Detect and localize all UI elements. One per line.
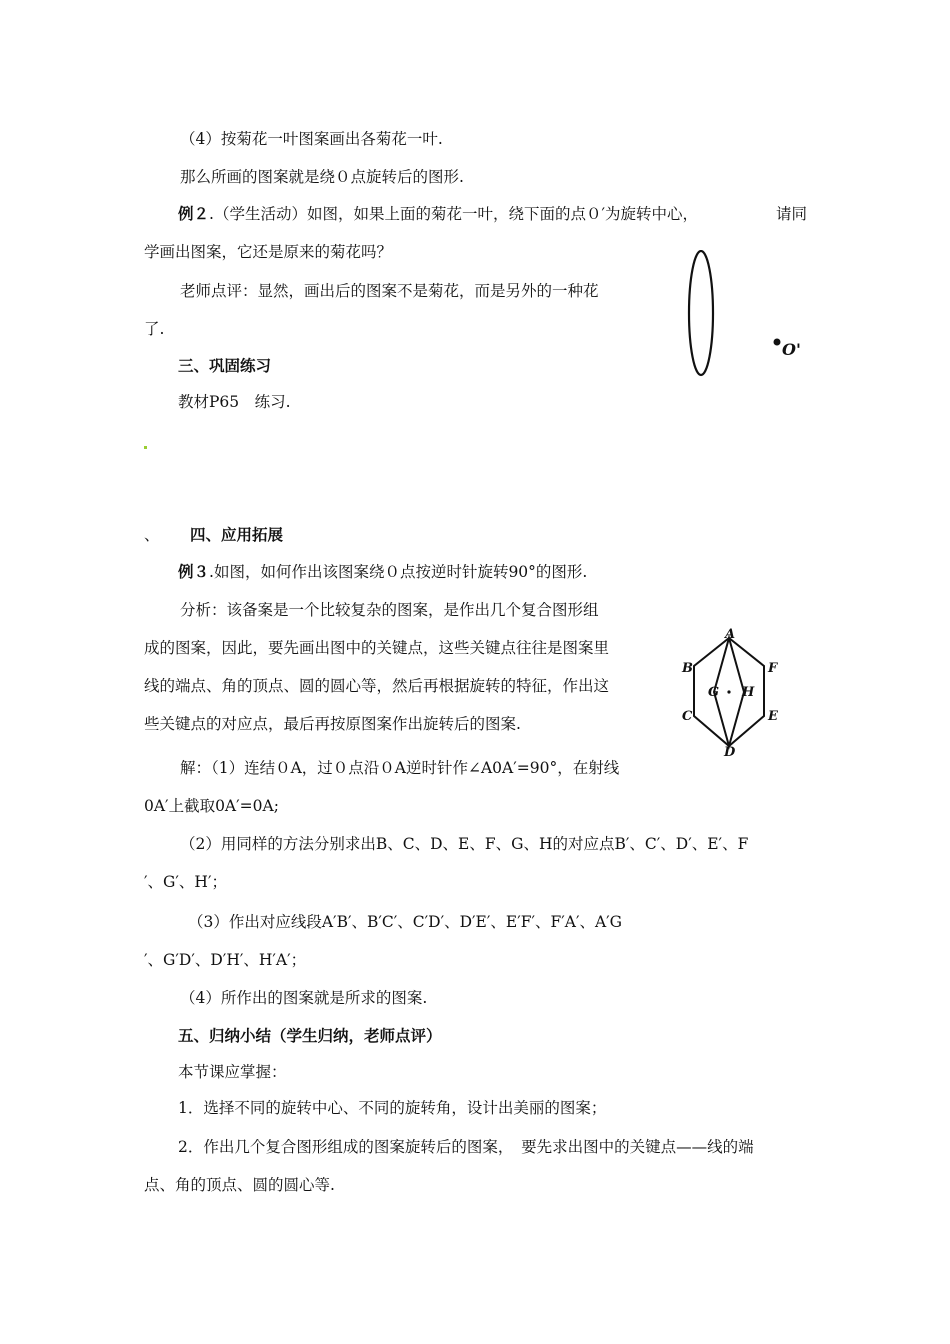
section-3-heading: 三、巩固练习	[178, 357, 272, 375]
label-A: A	[725, 628, 736, 642]
section-4-heading: 四、应用拓展	[190, 526, 284, 544]
section-5-heading: 五、归纳小结（学生归纳，老师点评）	[178, 1027, 442, 1045]
leaf-figure	[680, 250, 810, 380]
summary-point-2: 2．作出几个复合图形组成的图案旋转后的图案， 要先求出图中的关键点——线的端	[178, 1138, 754, 1156]
example-2-tail: 请同	[776, 205, 808, 223]
solution-step-3: （3）作出对应线段A′B′、B′C′、C′D′、D′E′、E′F′、F′A′、A′G	[188, 913, 623, 931]
summary-point-2-cont: 点、角的顶点、圆的圆心等.	[144, 1176, 335, 1194]
rotation-center-label: O'	[782, 340, 801, 359]
example-3-label: 例３	[178, 563, 210, 581]
solution-step-4: （4）所作出的图案就是所求的图案.	[180, 989, 428, 1007]
analysis-line-2: 成的图案，因此，要先画出图中的关键点，这些关键点往往是图案里	[144, 639, 610, 657]
section-4-mark: 、	[144, 526, 160, 544]
hexagon-figure	[676, 628, 786, 758]
analysis-line-4: 些关键点的对应点，最后再按原图案作出旋转后的图案.	[144, 715, 521, 733]
example-2-line	[178, 203, 698, 225]
solution-step-1-cont: 0A′上截取0A′=0A;	[144, 797, 279, 815]
label-G: G	[708, 685, 720, 700]
leaf-ellipse	[689, 251, 713, 375]
label-H: H	[742, 685, 755, 700]
center-point	[727, 690, 730, 693]
label-E: E	[768, 709, 778, 724]
rotation-center-point	[774, 339, 781, 346]
solution-step-1: 解：（1）连结０A，过０点沿０A逆时针作∠A0A′=90°，在射线	[180, 759, 620, 777]
solution-step-2: （2）用同样的方法分别求出B、C、D、E、F、G、H的对应点B′、C′、D′、E′、F	[180, 835, 749, 853]
step-4-line: （4）按菊花一叶图案画出各菊花一叶.	[180, 130, 443, 148]
example-2-label: 例２	[178, 205, 210, 223]
example-3-line	[178, 561, 587, 583]
solution-step-3-cont: ′、G′D′、D′H′、H′A′；	[144, 951, 307, 969]
textbook-exercise-line: 教材P65 练习.	[178, 393, 291, 411]
analysis-line-1: 分析：该备案是一个比较复杂的图案，是作出几个复合图形组	[180, 601, 599, 619]
label-C: C	[682, 709, 693, 724]
example-2-line-2: 学画出图案，它还是原来的菊花吗？	[144, 243, 393, 261]
example-3-text: .如图，如何作出该图案绕０点按逆时针旋转90°的图形.	[209, 563, 588, 581]
result-line: 那么所画的图案就是绕０点旋转后的图形.	[180, 168, 464, 186]
summary-intro: 本节课应掌握：	[178, 1063, 287, 1081]
stray-dot	[144, 446, 147, 449]
label-D: D	[724, 745, 736, 758]
solution-step-2-cont: ′、G′、H′；	[144, 873, 227, 891]
teacher-comment-line: 老师点评：显然，画出后的图案不是菊花，而是另外的一种花	[180, 282, 599, 300]
example-2-text: .（学生活动）如图，如果上面的菊花一叶，绕下面的点０′为旋转中心，	[209, 205, 698, 223]
label-B: B	[682, 661, 693, 676]
summary-point-1: 1．选择不同的旋转中心、不同的旋转角，设计出美丽的图案；	[178, 1099, 607, 1117]
analysis-line-3: 线的端点、角的顶点、圆的圆心等，然后再根据旋转的特征，作出这	[144, 677, 610, 695]
teacher-comment-line-2: 了.	[144, 320, 165, 338]
label-F: F	[768, 661, 778, 676]
